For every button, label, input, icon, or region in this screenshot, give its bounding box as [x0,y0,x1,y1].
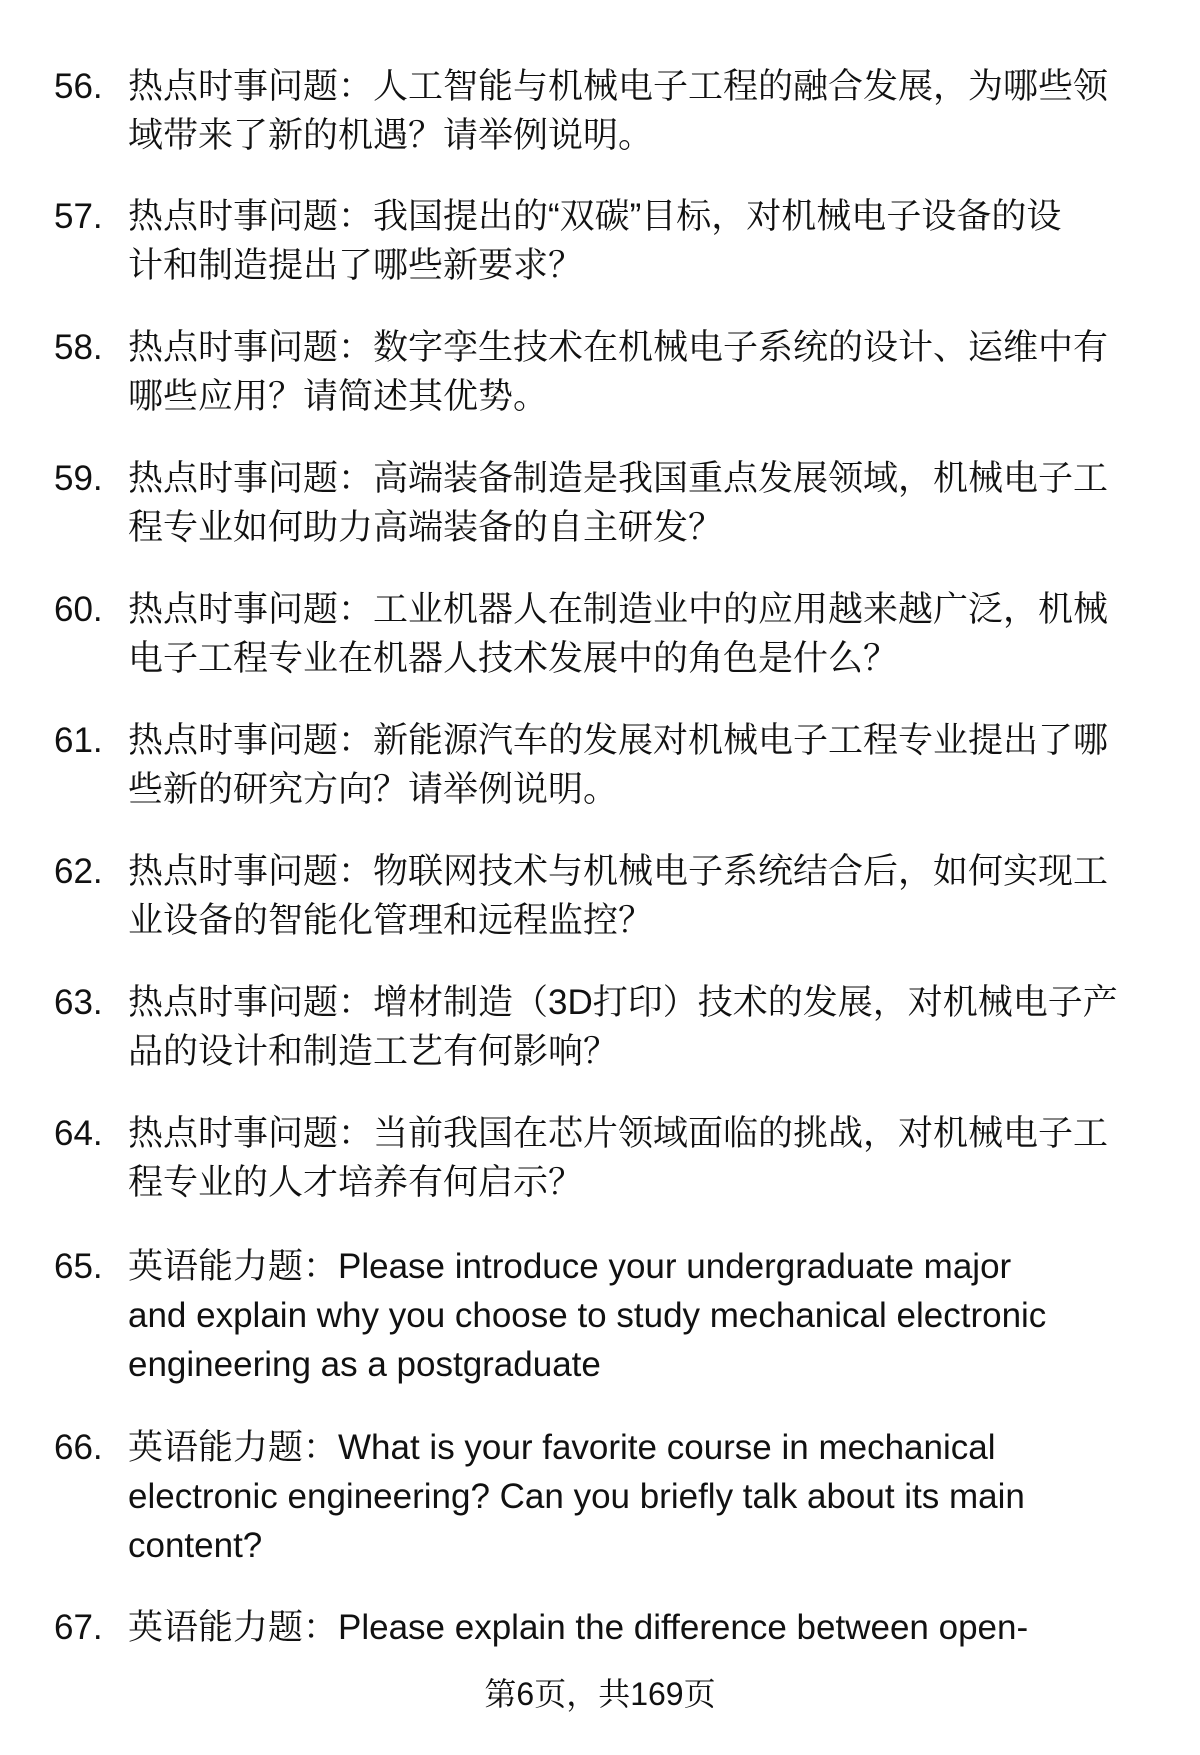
question-text [128,585,1108,683]
question-text [128,716,1108,814]
question-text [128,1242,1046,1389]
question-number: 58. [54,328,103,367]
question-number: 65. [54,1247,103,1286]
question-line: 域带来了新的机遇？请举例说明。 [128,116,654,155]
question-number: 57. [54,197,103,236]
question-number: 67. [54,1608,103,1647]
question-text [128,454,1108,552]
question-number: 63. [54,983,103,1022]
question-number: 61. [54,721,103,760]
question-text [128,62,1108,160]
question-line: 英语能力题：What is your favorite course in mechanical [128,1428,996,1467]
question-number: 62. [54,852,103,891]
question-text [128,323,1108,421]
question-line: 品的设计和制造工艺有何影响？ [128,1032,619,1071]
question-number: 64. [54,1114,103,1153]
question-text [128,847,1108,945]
question-line: 程专业如何助力高端装备的自主研发？ [128,508,724,547]
question-text [128,1109,1108,1207]
question-line: 热点时事问题：当前我国在芯片领域面临的挑战，对机械电子工 [128,1114,1109,1153]
question-line: 英语能力题：Please introduce your undergraduate major [128,1247,1012,1286]
question-line: electronic engineering? Can you briefly talk about its main [128,1477,1025,1516]
question-line: 电子工程专业在机器人技术发展中的角色是什么？ [128,639,899,678]
question-text [128,192,1061,290]
question-number: 66. [54,1428,103,1467]
question-line: and explain why you choose to study mechanical electronic [128,1296,1047,1335]
question-line: 热点时事问题：增材制造（3D打印）技术的发展，对机械电子产 [128,983,1118,1022]
question-number: 60. [54,590,103,629]
question-line: 程专业的人才培养有何启示？ [128,1163,584,1202]
question-line: 热点时事问题：数字孪生技术在机械电子系统的设计、运维中有 [128,328,1109,367]
question-line: 热点时事问题：我国提出的“双碳”目标，对机械电子设备的设 [128,197,1062,236]
question-number: 59. [54,459,103,498]
question-line: 热点时事问题：高端装备制造是我国重点发展领域，机械电子工 [128,459,1109,498]
question-line: 热点时事问题：工业机器人在制造业中的应用越来越广泛，机械 [128,590,1109,629]
question-text [128,978,1118,1076]
question-text [128,1423,1025,1570]
page-footer: 第6页，共169页 [484,1676,716,1712]
question-line: 些新的研究方向？请举例说明。 [128,770,619,809]
question-line: 热点时事问题：人工智能与机械电子工程的融合发展，为哪些领 [128,67,1109,106]
question-line: 热点时事问题：物联网技术与机械电子系统结合后，如何实现工 [128,852,1109,891]
question-line: 业设备的智能化管理和远程监控？ [128,901,654,940]
question-line: 英语能力题：Please explain the difference between open- [128,1608,1029,1647]
question-line: engineering as a postgraduate [128,1345,601,1384]
question-text [128,1603,1028,1652]
question-number: 56. [54,67,103,106]
question-line: 热点时事问题：新能源汽车的发展对机械电子工程专业提出了哪 [128,721,1109,760]
question-line: 哪些应用？请简述其优势。 [128,377,549,416]
question-line: 计和制造提出了哪些新要求？ [128,246,584,285]
question-line: content? [128,1526,263,1565]
